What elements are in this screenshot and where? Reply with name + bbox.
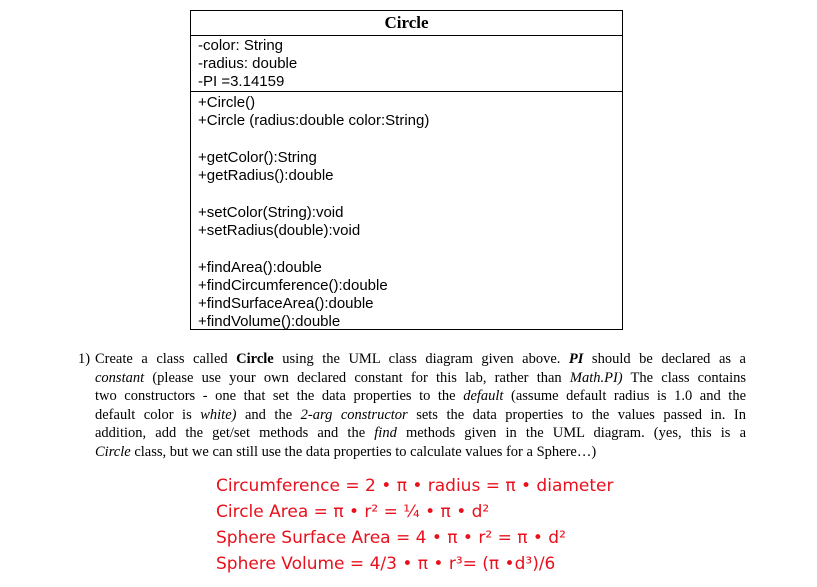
uml-attribute: -radius: double — [198, 55, 298, 72]
uml-method: +findVolume():double — [198, 313, 341, 330]
formula-sphere-surface-area: Sphere Surface Area = 4 • π • r² = π • d² — [216, 528, 566, 548]
uml-method: +findSurfaceArea():double — [198, 295, 374, 312]
uml-method: +getRadius():double — [198, 167, 334, 184]
uml-attribute: -PI =3.14159 — [198, 73, 285, 90]
task-line: two constructors - one that set the data properties to the default (assume default radius is 1.0 and the — [95, 388, 747, 404]
uml-method: +getColor():String — [198, 149, 317, 166]
task-line: constant (please use your own declared constant for this lab, rather than Math.PI) The class contains — [95, 369, 746, 386]
task-line: default color is white) and the 2-arg constructor sets the data properties to the values passed in. In — [95, 406, 746, 423]
formula-circumference: Circumference = 2 • π • radius = π • diameter — [216, 476, 614, 496]
uml-method: +Circle (radius:double color:String) — [198, 112, 430, 129]
uml-method: +Circle() — [198, 94, 256, 111]
uml-methods — [191, 92, 622, 331]
formula-circle-area: Circle Area = π • r² = ¼ • π • d² — [216, 502, 490, 522]
uml-method: +findArea():double — [198, 259, 322, 276]
uml-attribute: -color: String — [198, 37, 284, 54]
task-line: Circle class, but we can still use the data properties to calculate values for a Sphere…) — [95, 443, 597, 460]
uml-method: +setColor(String):void — [198, 204, 344, 221]
uml-attributes — [191, 36, 622, 92]
task-number: 1) — [78, 351, 91, 367]
task-text — [95, 350, 746, 461]
task-line: addition, add the get/set methods and the find methods given in the UML diagram. (yes, this is a — [95, 425, 747, 441]
uml-class-diagram — [190, 10, 623, 330]
task-line: Create a class called Circle using the UML class diagram given above. PI should be declared as a — [95, 351, 746, 367]
formula-list — [216, 473, 614, 577]
uml-class-name: Circle — [191, 11, 622, 36]
uml-method: +findCircumference():double — [198, 277, 388, 294]
uml-method: +setRadius(double):void — [198, 222, 361, 239]
formula-sphere-volume: Sphere Volume = 4/3 • π • r³= (π •d³)/6 — [216, 554, 556, 574]
